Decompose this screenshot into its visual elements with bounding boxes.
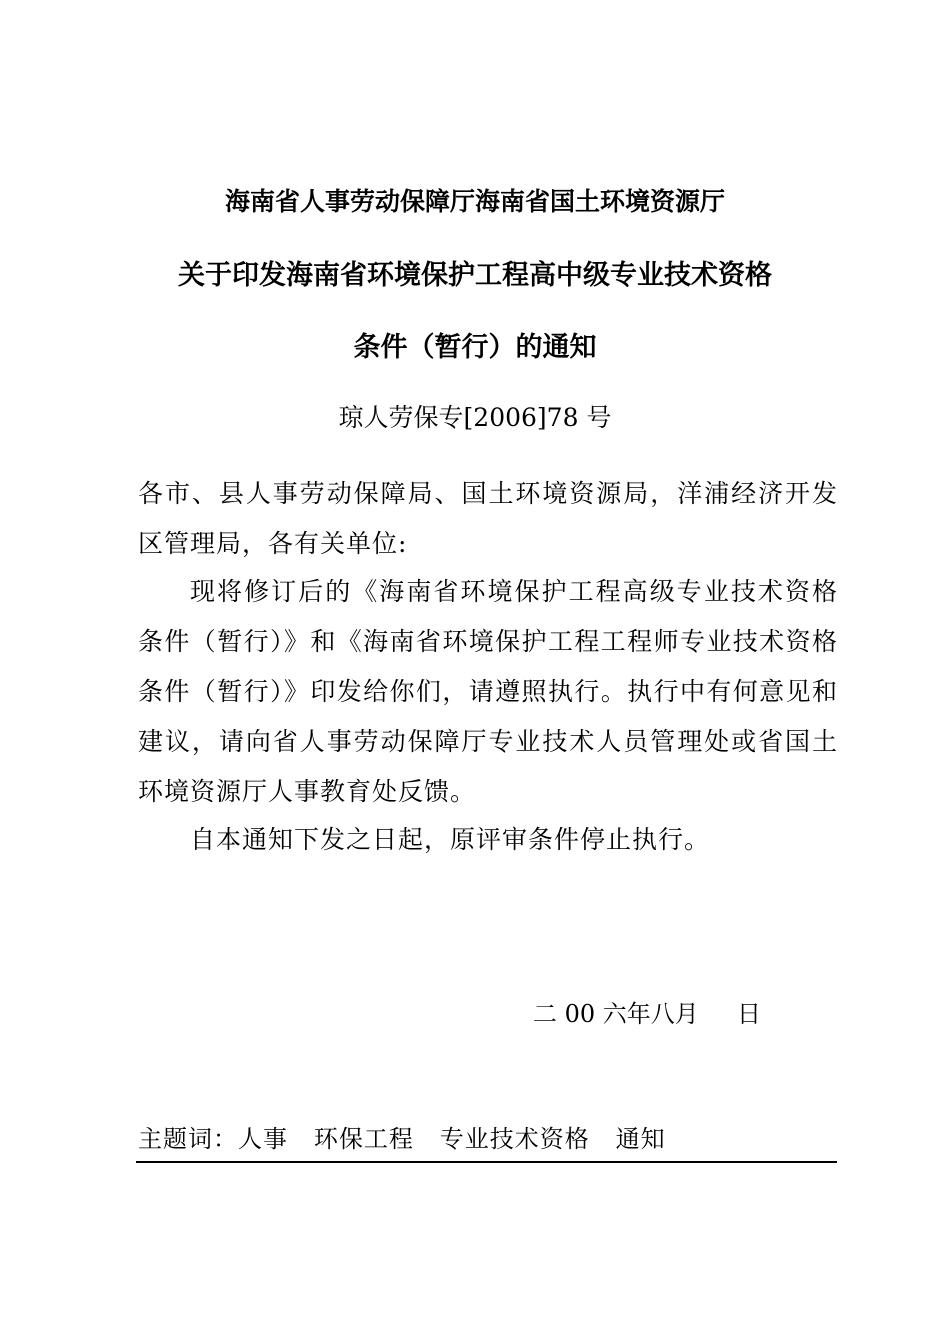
body-paragraph-1: 现将修订后的《海南省环境保护工程高级专业技术资格条件（暂行）》和《海南省环境保护工程工程师专业技术资格条件（暂行）》印发给你们，请遵照执行。执行中有何意见和建议，请向省人事劳动保障厅专业技术人员管理处或省国土环境资源厅人事教育处反馈。 [138,577,838,806]
issue-date: 二 00 六年八月 日 [533,1000,761,1028]
body-paragraph-2: 自本通知下发之日起，原评审条件停止执行。 [190,825,711,854]
title-line-1: 关于印发海南省环境保护工程高中级专业技术资格 [178,260,772,291]
issuer-heading: 海南省人事劳动保障厅海南省国土环境资源厅 [224,187,725,216]
keywords-divider [136,1161,837,1163]
document-number: 琼人劳保专[2006]78 号 [338,403,612,432]
subject-keywords: 主题词：人事 环保工程 专业技术资格 通知 [138,1125,666,1153]
addressee: 各市、县人事劳动保障局、国土环境资源局，洋浦经济开发区管理局，各有关单位: [138,479,838,558]
title-line-2: 条件（暂行）的通知 [353,332,597,363]
